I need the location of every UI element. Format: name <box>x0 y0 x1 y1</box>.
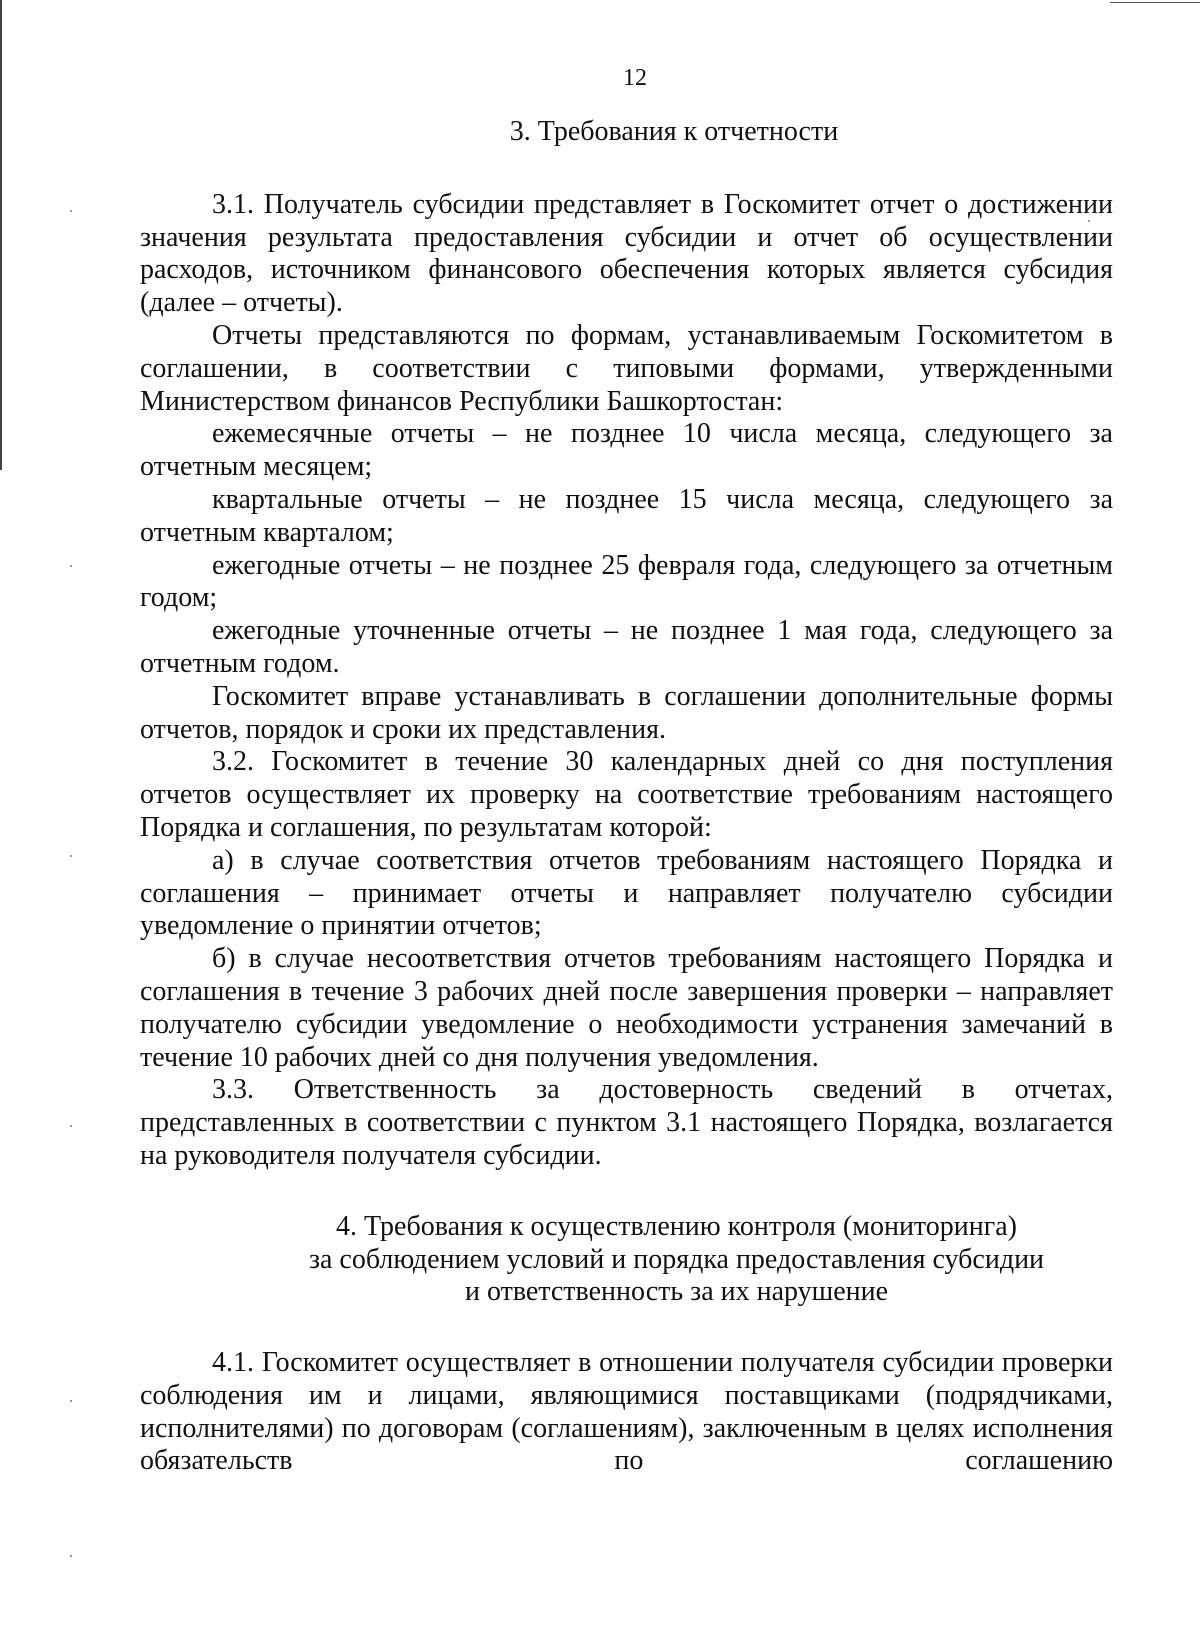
scan-speck <box>70 1555 72 1557</box>
paragraph-annual: ежегодные отчеты – не позднее 25 февраля года, следующего за отчетным годом; <box>140 549 1113 614</box>
section-4-title-line-2: за соблюдением условий и порядка предоставления субсидии <box>308 1243 1045 1275</box>
paragraph-4-1: 4.1. Госкомитет осуществляет в отношении получателя субсидии проверки соблюдения им и лицами, являющимися поставщиками (подрядчиками, исполнителями) по договорам (соглашениям), заключенным в целях исполнения обязательств по соглашению <box>140 1347 1113 1477</box>
paragraph-3-2: 3.2. Госкомитет в течение 30 календарных дней со дня поступления отчетов осуществляет их проверку на соответствие требованиям настоящего Порядка и соглашения, по результатам которой: <box>140 746 1113 843</box>
document-body <box>140 116 1113 1478</box>
scan-speck <box>70 565 72 567</box>
paragraph-3-2-a: а) в случае соответствия отчетов требованиям настоящего Порядка и соглашения – принимает отчеты и направляет получателю субсидии уведомление о принятии отчетов; <box>140 844 1113 942</box>
scan-speck <box>1088 220 1090 222</box>
scan-speck <box>70 1125 72 1127</box>
section-3-body <box>140 189 1113 1173</box>
paragraph-3-3: 3.3. Ответственность за достоверность сведений в отчетах, представленных в соответствии с пунктом 3.1 настоящего Порядка, возлагается на руководителя получателя субсидии. <box>140 1074 1113 1171</box>
paragraph-annual-refined: ежегодные уточненные отчеты – не позднее 1 мая года, следующего за отчетным годом. <box>140 615 1113 679</box>
section-4-title-line-3: и ответственность за их нарушение <box>464 1276 889 1308</box>
section-4-title <box>140 1211 1113 1309</box>
paragraph-3-2-b: б) в случае несоответствия отчетов требованиям настоящего Порядка и соглашения в течение 3 рабочих дней после завершения проверки – направляет получателю субсидии уведомление о необходимости устранения замечаний в течение 10 рабочих дней со дня получения уведомления. <box>140 943 1113 1073</box>
paragraph-3-1: 3.1. Получатель субсидии представляет в Госкомитет отчет о достижении значения результата предоставления субсидии и отчет об осуществлении расходов, источником финансового обеспечения которых является субсидия (далее – отчеты). <box>140 188 1113 319</box>
section-4-title-line-1: 4. Требования к осуществлению контроля (мониторинга) <box>336 1210 1017 1242</box>
section-4-body <box>140 1347 1113 1478</box>
paragraph-additional-forms: Госкомитет вправе устанавливать в соглашении дополнительные формы отчетов, порядок и сроки их представления. <box>140 680 1113 745</box>
scan-speck <box>70 210 72 212</box>
scan-speck <box>70 855 72 857</box>
paragraph-monthly: ежемесячные отчеты – не позднее 10 числа месяца, следующего за отчетным месяцем; <box>140 418 1113 483</box>
section-3-title: 3. Требования к отчетности <box>509 116 839 147</box>
scan-edge-top <box>1110 2 1200 3</box>
paragraph-quarterly: квартальные отчеты – не позднее 15 числа месяца, следующего за отчетным кварталом; <box>140 483 1113 548</box>
page-number: 12 <box>623 65 647 91</box>
paragraph-forms: Отчеты представляются по формам, устанавливаемым Госкомитетом в соглашении, в соответствии с типовыми формами, утвержденными Министерством финансов Республики Башкортостан: <box>140 319 1113 417</box>
scan-speck <box>70 1400 72 1402</box>
